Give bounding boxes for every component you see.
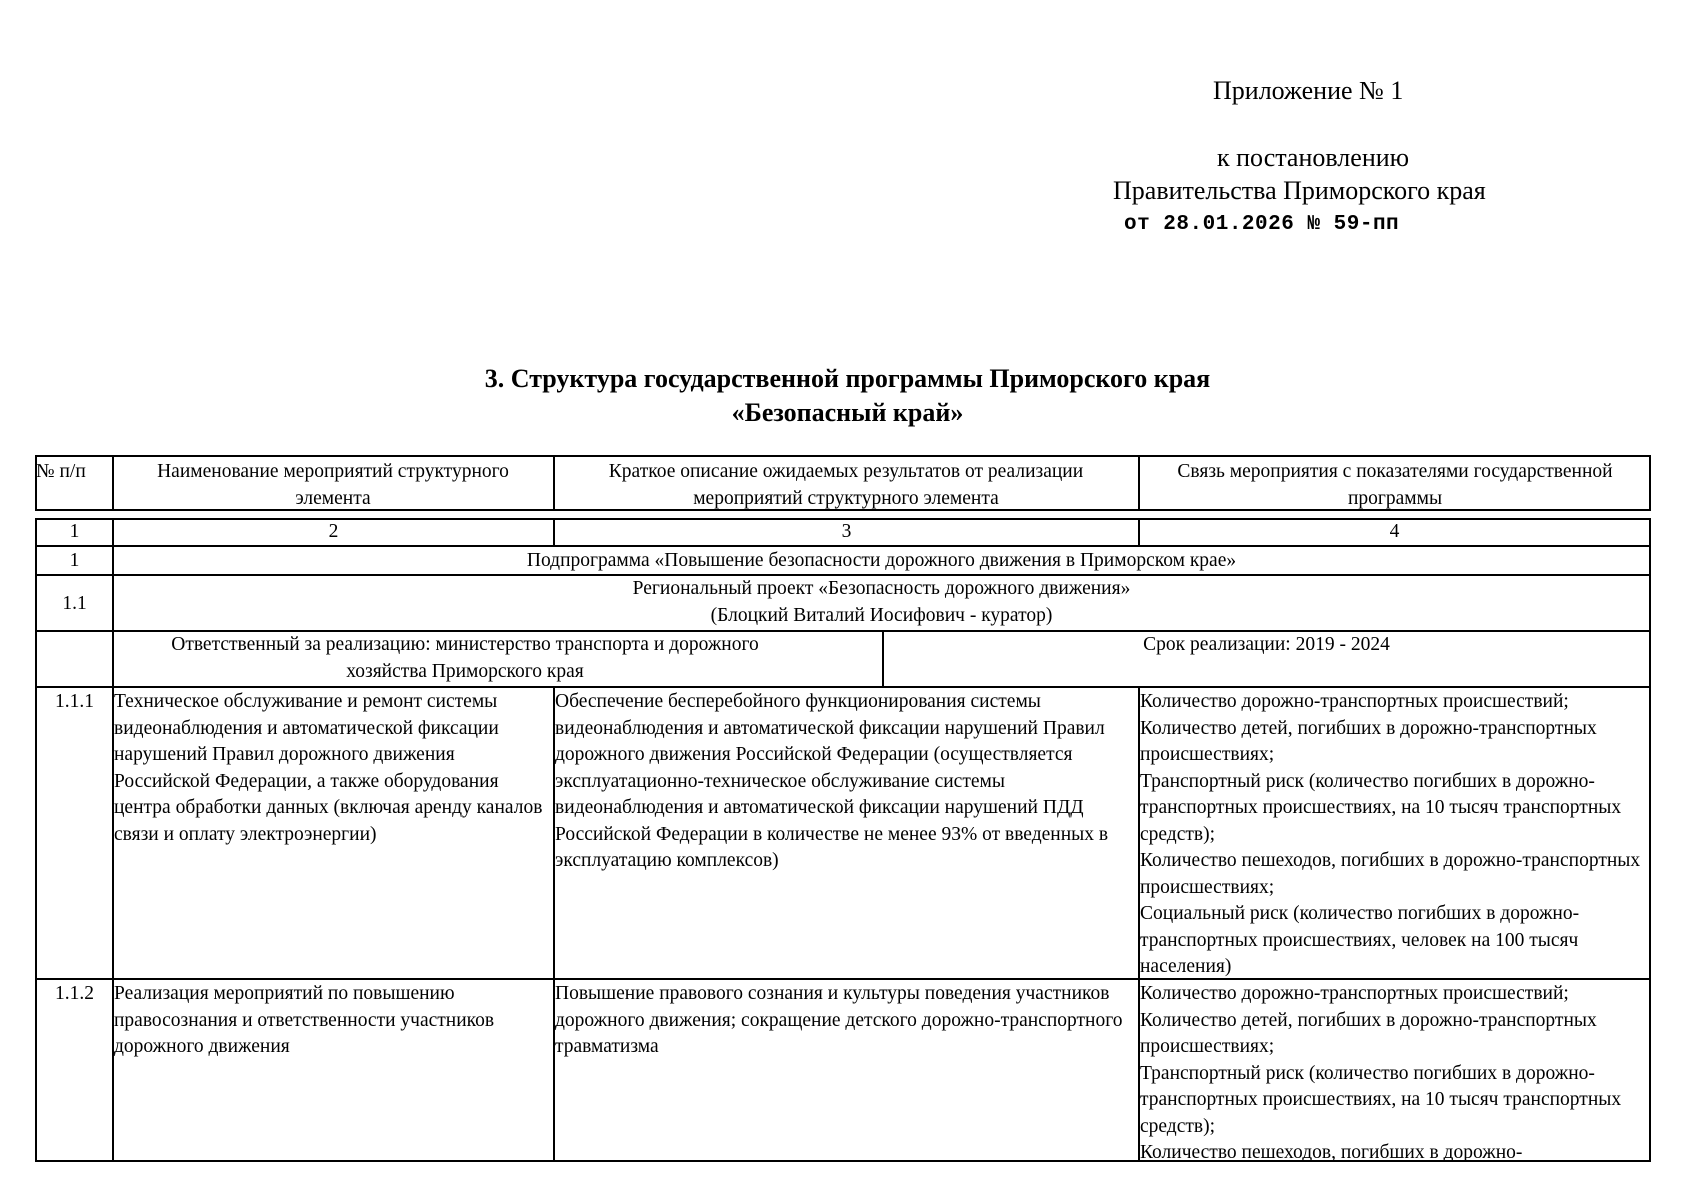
project-title [114, 576, 1649, 629]
decree-date-stamp: от 28.01.2026 № 59-пп [1124, 213, 1400, 236]
table-row-name: Реализация мероприятий по повышению правосознания и ответственности участников дорожного движения [114, 983, 495, 1057]
indicator-item: Количество пешеходов, погибших в дорожно- [1140, 1142, 1523, 1161]
responsible-party: Ответственный за реализацию: министерство транспорта и дорожного хозяйства Приморского края [171, 634, 759, 682]
header-col-indicators: Связь мероприятия с показателями государственной программы [1177, 461, 1613, 509]
table-row-name: Техническое обслуживание и ремонт системы видеонаблюдения и автоматической фиксации нарушений Правил дорожного движения Российской Федерации, а также оборудования центра обработки данных (включая аренду каналов связи и оплату электроэнергии) [114, 691, 543, 845]
indicator-item: Транспортный риск (количество погибших в дорожно-транспортных происшествиях, на 10 тысяч транспортных средств); [1140, 770, 1622, 845]
to-decree-label: к постановлению [1217, 143, 1410, 172]
divider [112, 455, 114, 511]
indicator-item: Количество детей, погибших в дорожно-транспортных происшествиях; [1140, 717, 1597, 765]
divider [1138, 455, 1140, 511]
indicator-item: Транспортный риск (количество погибших в дорожно-транспортных происшествиях, на 10 тысяч транспортных средств); [1140, 1062, 1622, 1137]
header-col-name: Наименование мероприятий структурного элемента [157, 461, 509, 509]
header-col-description: Краткое описание ожидаемых результатов от реализации мероприятий структурного элемента [608, 461, 1084, 509]
column-number: 2 [328, 521, 339, 542]
column-number: 1 [69, 521, 80, 542]
table-row-number: 1.1.1 [55, 691, 94, 712]
government-label: Правительства Приморского края [1113, 176, 1486, 205]
column-number: 4 [1389, 521, 1400, 542]
column-number: 3 [841, 521, 852, 542]
project-title-line-1: Региональный проект «Безопасность дорожного движения» [632, 578, 1131, 599]
subprogram-number: 1 [69, 550, 80, 571]
appendix-label: Приложение № 1 [1213, 76, 1404, 105]
table-row-indicators [1140, 689, 1650, 981]
header-col-num: № п/п [36, 461, 86, 482]
table-row-description: Повышение правового сознания и культуры поведения участников дорожного движения; сокращение детского дорожно-транспортного травматизма [555, 983, 1123, 1057]
project-curator: (Блоцкий Виталий Иосифович - куратор) [710, 604, 1053, 626]
document-title-line-1: 3. Структура государственной программы Приморского края [484, 364, 1211, 393]
document-title-line-2: «Безопасный край» [731, 398, 964, 427]
project-number: 1.1 [62, 593, 87, 614]
indicator-item: Количество детей, погибших в дорожно-транспортных происшествиях; [1140, 1009, 1597, 1057]
table-row-number: 1.1.2 [55, 983, 94, 1004]
indicator-item: Количество дорожно-транспортных происшествий; [1140, 691, 1569, 712]
implementation-term: Срок реализации: 2019 - 2024 [1143, 634, 1390, 655]
divider [553, 455, 555, 511]
indicator-item: Социальный риск (количество погибших в дорожно-транспортных происшествиях, человек на 100 тысяч населения) [1140, 903, 1580, 977]
table-row-indicators [1140, 981, 1650, 1161]
document-title [0, 362, 1695, 430]
divider [35, 686, 1651, 688]
indicator-item: Количество дорожно-транспортных происшествий; [1140, 983, 1569, 1004]
subprogram-title: Подпрограмма «Повышение безопасности дорожного движения в Приморском крае» [526, 550, 1237, 571]
indicator-item: Количество пешеходов, погибших в дорожно-транспортных происшествиях; [1140, 850, 1641, 898]
table-row-description: Обеспечение бесперебойного функционирования системы видеонаблюдения и автоматической фиксации нарушений Правил дорожного движения Российской Федерации (осуществляется эксплуатационно-техническое обслуживание системы видеонаблюдения и автоматической фиксации нарушений ПДД Российской Федерации в количестве не менее 93% от введенных в эксплуатацию комплексов) [555, 691, 1109, 871]
